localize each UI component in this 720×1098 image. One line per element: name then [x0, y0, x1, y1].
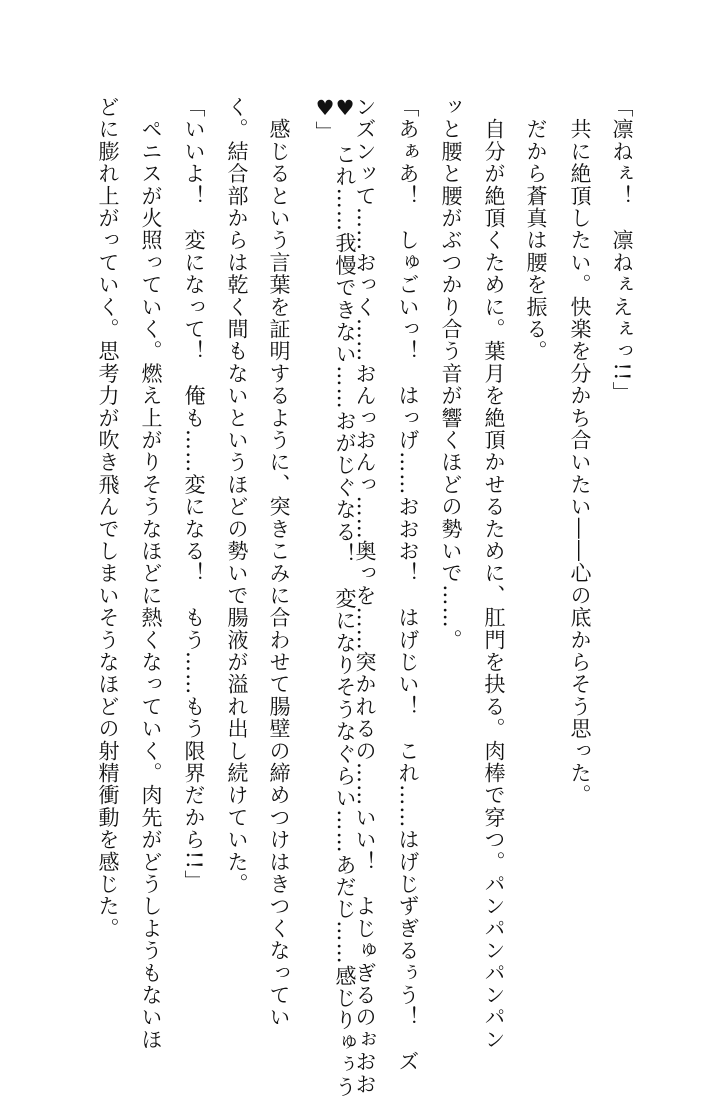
text-line-6: 「あぁあ！ しゅごいっ！ はっげ……おおお！ はげじい！ これ……はげじずぎるぅう！ ズ	[396, 96, 420, 1073]
text-line-12: 「いいよ！ 変になって！ 俺も……変になる！ もう……もう限界だから!!」	[182, 96, 206, 893]
text-line-2: 共に絶頂したい。快楽を分かち合いたい――心の底からそう思った。	[568, 96, 592, 807]
text-line-5: ッと腰と腰がぶつかり合う音が響くほどの勢いで……。	[439, 96, 463, 651]
text-line-9: ♥」	[313, 96, 337, 144]
text-line-8: ♥ これ……我慢できない……おがじぐなる！ 変になりそうなぐらい……あだじ……感じりゅぅう	[333, 96, 357, 1098]
text-line-11: く。結合部からは乾く間もないというほどの勢いで腸液が溢れ出し続けていた。	[225, 96, 249, 896]
text-line-13: ペニスが火照っていく。燃え上がりそうなほどに熱くなっていく。肉先がどうしようもないほ	[139, 96, 163, 1051]
text-line-14: どに膨れ上がっていく。思考力が吹き飛んでしまいそうなほどの射精衝動を感じた。	[96, 96, 120, 940]
text-line-3: だから蒼真は腰を振る。	[524, 96, 548, 363]
text-line-4: 自分が絶頂くために。葉月を絶頂かせるために、肛門を抉る。肉棒で穿つ。パンパンパンパン	[482, 96, 506, 1051]
text-line-1: 「凛ねぇ！ 凛ねぇえぇっ!!」	[610, 96, 634, 404]
text-line-7: ンズンッて……おっく……おんっおんっ……奥っを……突かれるの……いい！ よじゅぎるのぉおお	[353, 96, 377, 1095]
text-line-10: 感じるという言葉を証明するように、突きこみに合わせて腸壁の締めつけはきつくなってい	[267, 96, 291, 1029]
